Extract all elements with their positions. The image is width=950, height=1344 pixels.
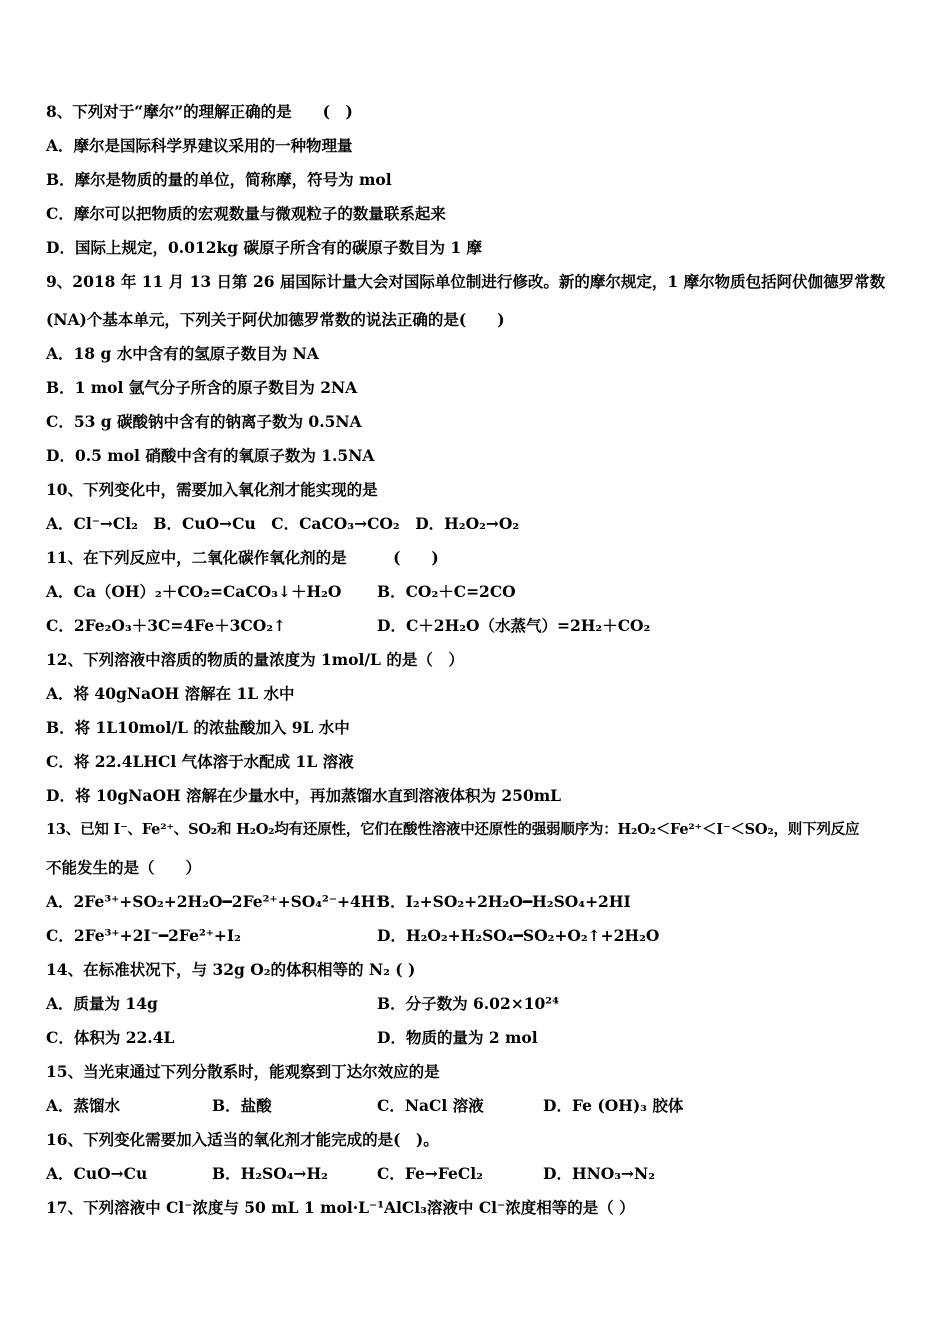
- question-12-stem: 12、下列溶液中溶质的物质的量浓度为 1mol/L 的是（ ）: [46, 650, 464, 669]
- question-13-option-c: C．2Fe³⁺+2I⁻━2Fe²⁺+I₂: [46, 926, 241, 945]
- question-13-stem-line1: 13、已知 I⁻、Fe²⁺、SO₂和 H₂O₂均有还原性，它们在酸性溶液中还原性的强弱顺序为：H₂O₂＜Fe²⁺＜I⁻＜SO₂，则下列反应: [46, 821, 860, 838]
- question-13-option-b: B．I₂+SO₂+2H₂O━H₂SO₄+2HI: [377, 892, 631, 911]
- question-16-option-c: C．Fe→FeCl₂: [377, 1164, 483, 1183]
- question-11-stem: 11、在下列反应中，二氧化碳作氧化剂的是 ( ): [46, 548, 439, 567]
- question-8-option-c: C．摩尔可以把物质的宏观数量与微观粒子的数量联系起来: [46, 204, 446, 223]
- question-13-stem-line2: 不能发生的是（ ）: [46, 858, 202, 877]
- question-15-option-c: C．NaCl 溶液: [377, 1096, 484, 1115]
- question-16-option-a: A．CuO→Cu: [46, 1164, 148, 1183]
- question-13-option-a: A．2Fe³⁺+SO₂+2H₂O━2Fe²⁺+SO₄²⁻+4H⁺: [46, 892, 384, 911]
- question-16-option-d: D．HNO₃→N₂: [543, 1164, 655, 1183]
- question-9-option-d: D．0.5 mol 硝酸中含有的氧原子数为 1.5NA: [46, 446, 375, 465]
- question-11-row-cd: [46, 616, 906, 636]
- question-10-options: A．Cl⁻→Cl₂ B．CuO→Cu C．CaCO₃→CO₂ D．H₂O₂→O₂: [46, 514, 520, 533]
- question-9-option-b: B．1 mol 氩气分子所含的原子数目为 2NA: [46, 378, 358, 397]
- question-12-option-a: A．将 40gNaOH 溶解在 1L 水中: [46, 684, 295, 703]
- question-14-option-b: B．分子数为 6.02×10²⁴: [377, 994, 559, 1013]
- question-13-row-cd: [46, 926, 906, 946]
- question-14-row-ab: [46, 994, 906, 1014]
- question-16-stem: 16、下列变化需要加入适当的氧化剂才能完成的是( )。: [46, 1130, 439, 1149]
- question-14-stem: 14、在标准状况下，与 32g O₂的体积相等的 N₂ ( ): [46, 960, 416, 979]
- question-15-options-row: [46, 1096, 906, 1116]
- question-13-option-d: D．H₂O₂+H₂SO₄━SO₂+O₂↑+2H₂O: [377, 926, 660, 945]
- question-15-option-b: B．盐酸: [212, 1096, 272, 1115]
- question-11-row-ab: [46, 582, 906, 602]
- question-16-option-b: B．H₂SO₄→H₂: [212, 1164, 328, 1183]
- question-15-option-a: A．蒸馏水: [46, 1096, 121, 1115]
- question-8-option-a: A．摩尔是国际科学界建议采用的一种物理量: [46, 136, 353, 155]
- question-14-option-a: A．质量为 14g: [46, 994, 158, 1013]
- question-8-option-b: B．摩尔是物质的量的单位，简称摩，符号为 mol: [46, 170, 392, 189]
- question-9-stem-line2: (NA)个基本单元，下列关于阿伏加德罗常数的说法正确的是( ): [46, 310, 505, 329]
- question-11-option-d: D．C＋2H₂O（水蒸气）=2H₂＋CO₂: [377, 616, 651, 635]
- question-15-stem: 15、当光束通过下列分散系时，能观察到丁达尔效应的是: [46, 1062, 440, 1081]
- question-11-option-b: B．CO₂＋C=2CO: [377, 582, 516, 601]
- question-13-row-ab: [46, 892, 906, 912]
- question-9-option-c: C．53 g 碳酸钠中含有的钠离子数为 0.5NA: [46, 412, 362, 431]
- question-14-option-d: D．物质的量为 2 mol: [377, 1028, 538, 1047]
- question-14-option-c: C．体积为 22.4L: [46, 1028, 175, 1047]
- question-8-stem: 8、下列对于“摩尔”的理解正确的是 ( ): [46, 102, 353, 121]
- question-17-stem: 17、下列溶液中 Cl⁻浓度与 50 mL 1 mol·L⁻¹AlCl₃溶液中 Cl⁻浓度相等的是（ ）: [46, 1198, 635, 1217]
- question-8-option-d: D．国际上规定，0.012kg 碳原子所含有的碳原子数目为 1 摩: [46, 238, 483, 257]
- question-11-option-a: A．Ca（OH）₂＋CO₂=CaCO₃↓＋H₂O: [46, 582, 342, 601]
- question-14-row-cd: [46, 1028, 906, 1048]
- question-15-option-d: D．Fe (OH)₃ 胶体: [543, 1096, 684, 1115]
- question-10-stem: 10、下列变化中，需要加入氧化剂才能实现的是: [46, 480, 378, 499]
- question-12-option-c: C．将 22.4LHCl 气体溶于水配成 1L 溶液: [46, 752, 354, 771]
- question-11-option-c: C．2Fe₂O₃＋3C=4Fe＋3CO₂↑: [46, 616, 287, 635]
- question-16-options-row: [46, 1164, 906, 1184]
- question-9-option-a: A．18 g 水中含有的氢原子数目为 NA: [46, 344, 319, 363]
- question-12-option-d: D．将 10gNaOH 溶解在少量水中，再加蒸馏水直到溶液体积为 250mL: [46, 786, 562, 805]
- question-9-stem-line1: 9、2018 年 11 月 13 日第 26 届国际计量大会对国际单位制进行修改。新的摩尔规定，1 摩尔物质包括阿伏伽德罗常数: [46, 272, 886, 291]
- question-12-option-b: B．将 1L10mol/L 的浓盐酸加入 9L 水中: [46, 718, 350, 737]
